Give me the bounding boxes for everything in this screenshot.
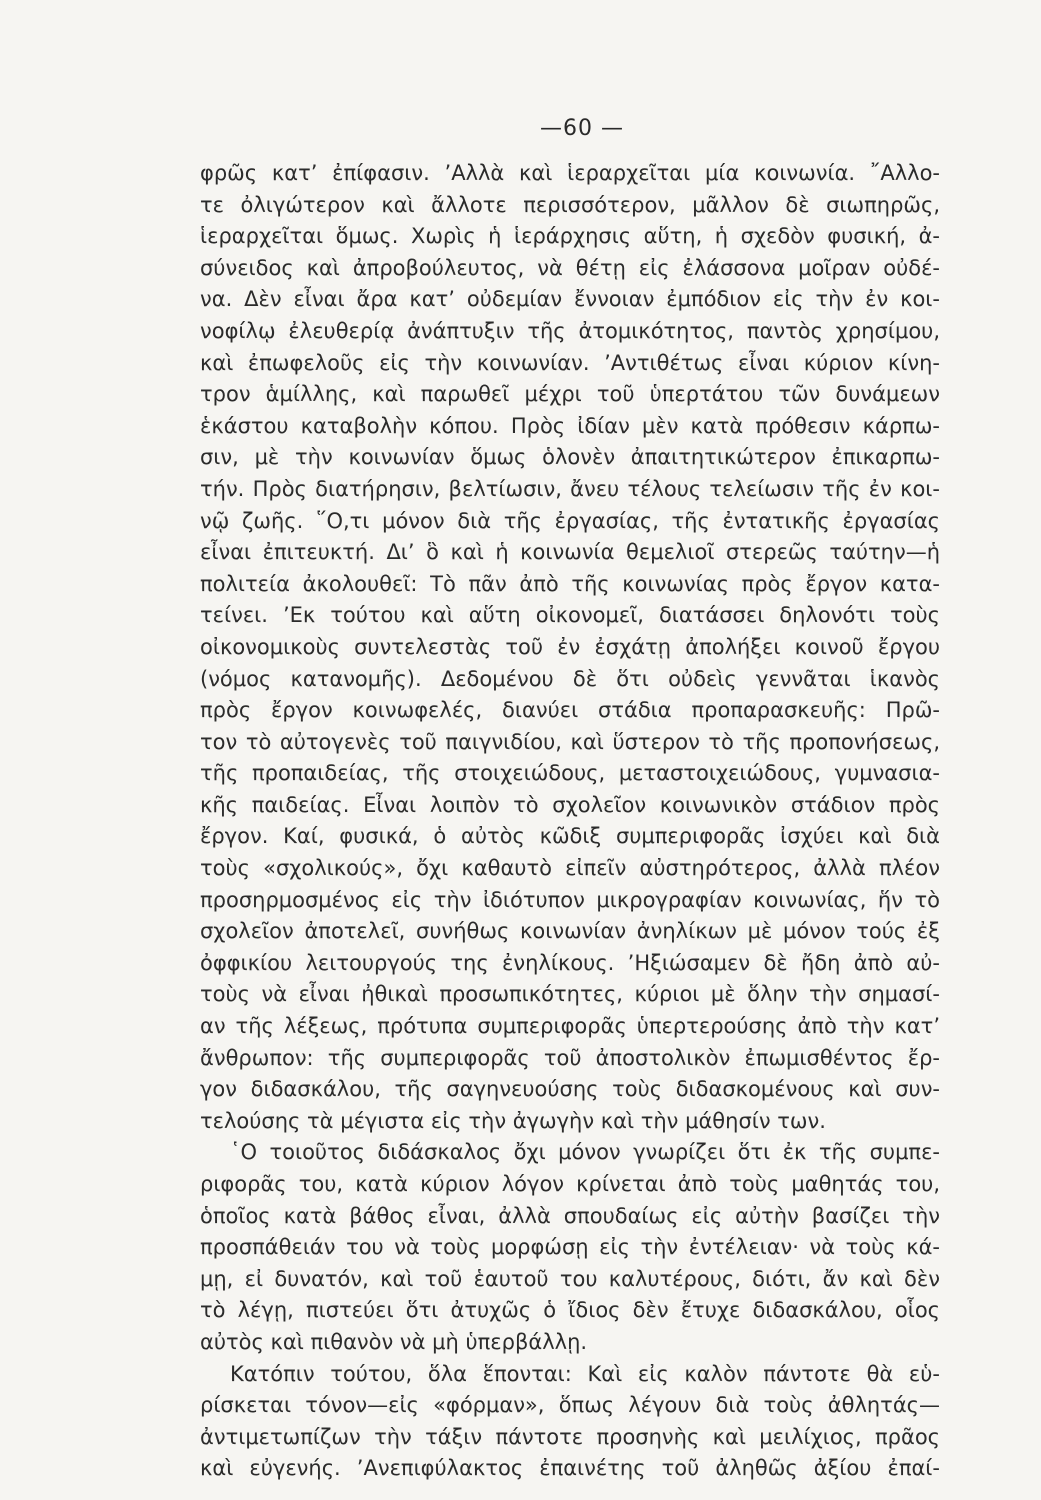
- text-line: ρίσκεται τόνον—εἰς «φόρμαν», ὅπως λέγουν διὰ τοὺς ἀθλητάς—: [200, 1393, 940, 1418]
- text-line: σιν, μὲ τὴν κοινωνίαν ὅμως ὁλονὲν ἀπαιτητικώτερον ἐπικαρπω-: [200, 445, 940, 470]
- text-line: κῆς παιδείας. Εἶναι λοιπὸν τὸ σχολεῖον κοινωνικὸν στάδιον πρὸς: [200, 792, 940, 817]
- text-line: ὁποῖος κατὰ βάθος εἶναι, ἀλλὰ σπουδαίως εἰς αὐτὴν βασίζει τὴν: [200, 1203, 940, 1228]
- text-line: ἑκάστου καταβολὴν κόπου. Πρὸς ἰδίαν μὲν κατὰ πρόθεσιν κάρπω-: [200, 413, 940, 438]
- text-line: πρὸς ἔργον κοινωφελές, διανύει στάδια προπαρασκευῆς: Πρῶ-: [200, 698, 940, 723]
- text-line: νῷ ζωῆς. ῞Ο,τι μόνον διὰ τῆς ἐργασίας, τῆς ἐντατικῆς ἐργασίας: [200, 508, 940, 533]
- text-line: ἀντιμετωπίζων τὴν τάξιν πάντοτε προσηνὴς καὶ μειλίχιος, πρᾶος: [200, 1424, 940, 1449]
- text-line: φρῶς κατ’ ἐπίφασιν. ’Αλλὰ καὶ ἱεραρχεῖται μία κοινωνία. ῎Αλλο-: [200, 161, 940, 185]
- text-line: ἱεραρχεῖται ὅμως. Χωρὶς ἡ ἱεράρχησις αὕτη, ἡ σχεδὸν φυσική, ἀ-: [200, 224, 940, 249]
- text-line: πολιτεία ἀκολουθεῖ: Τὸ πᾶν ἀπὸ τῆς κοινωνίας πρὸς ἔργον κατα-: [200, 571, 940, 596]
- text-line: τοὺς «σχολικούς», ὄχι καθαυτὸ εἰπεῖν αὐστηρότερος, ἀλλὰ πλέον: [200, 856, 940, 881]
- text-line: τήν. Πρὸς διατήρησιν, βελτίωσιν, ἄνευ τέλους τελείωσιν τῆς ἐν κοι-: [200, 476, 940, 501]
- text-line: να. Δὲν εἶναι ἄρα κατ’ οὐδεμίαν ἔννοιαν ἐμπόδιον εἰς τὴν ἐν κοι-: [200, 287, 940, 312]
- text-line: καὶ εὐγενής. ’Ανεπιφύλακτος ἐπαινέτης τοῦ ἀληθῶς ἀξίου ἐπαί-: [200, 1456, 940, 1481]
- text-line: ῾Ο τοιοῦτος διδάσκαλος ὄχι μόνον γνωρίζει ὅτι ἐκ τῆς συμπε-: [230, 1140, 940, 1165]
- text-line: καὶ ἐπωφελοῦς εἰς τὴν κοινωνίαν. ’Αντιθέτως εἶναι κύριον κίνη-: [200, 350, 940, 375]
- text-line: ριφορᾶς του, κατὰ κύριον λόγον κρίνεται ἀπὸ τοὺς μαθητάς του,: [200, 1172, 940, 1196]
- text-line: ὀφφικίου λειτουργούς της ἐνηλίκους. ’Ηξιώσαμεν δὲ ἤδη ἀπὸ αὐ-: [200, 950, 940, 975]
- text-line: τῆς προπαιδείας, τῆς στοιχειώδους, μεταστοιχειώδους, γυμνασια-: [200, 761, 940, 786]
- text-line: αν τῆς λέξεως, πρότυπα συμπεριφορᾶς ὑπερτερούσης ἀπὸ τὴν κατ’: [200, 1014, 940, 1039]
- text-line: τε ὀλιγώτερον καὶ ἄλλοτε περισσότερον, μᾶλλον δὲ σιωπηρῶς,: [200, 192, 940, 217]
- body-text: [200, 158, 940, 1485]
- text-line: (νόμος κατανομῆς). Δεδομένου δὲ ὅτι οὐδεὶς γεννᾶται ἱκανὸς: [200, 666, 940, 691]
- text-line: σχολεῖον ἀποτελεῖ, συνήθως κοινωνίαν ἀνηλίκων μὲ μόνον τούς ἐξ: [200, 919, 940, 944]
- text-line: Κατόπιν τούτου, ὅλα ἕπονται: Καὶ εἰς καλὸν πάντοτε θὰ εὑ-: [230, 1361, 940, 1386]
- text-line: τελούσης τὰ μέγιστα εἰς τὴν ἀγωγὴν καὶ τὴν μάθησίν των.: [200, 1108, 826, 1133]
- page-number: —60 —: [540, 116, 624, 141]
- text-line: μῃ, εἰ δυνατόν, καὶ τοῦ ἑαυτοῦ του καλυτέρους, διότι, ἄν καὶ δὲν: [200, 1266, 940, 1291]
- text-line: ἄνθρωπον: τῆς συμπεριφορᾶς τοῦ ἀποστολικὸν ἐπωμισθέντος ἔρ-: [200, 1045, 940, 1070]
- text-line: τείνει. ’Εκ τούτου καὶ αὕτη οἰκονομεῖ, διατάσσει δηλονότι τοὺς: [200, 603, 940, 628]
- text-line: εἶναι ἐπιτευκτή. Δι’ ὃ καὶ ἡ κοινωνία θεμελιοῖ στερεῶς ταύτην—ἡ: [200, 540, 940, 565]
- text-line: ἔργον. Καί, φυσικά, ὁ αὐτὸς κῶδιξ συμπεριφορᾶς ἰσχύει καὶ διὰ: [200, 824, 940, 849]
- text-line: σύνειδος καὶ ἀπροβούλευτος, νὰ θέτῃ εἰς ἐλάσσονα μοῖραν οὐδέ-: [200, 255, 940, 280]
- text-line: τοὺς νὰ εἶναι ἠθικαὶ προσωπικότητες, κύριοι μὲ ὅλην τὴν σημασί-: [200, 982, 940, 1007]
- text-line: προσηρμοσμένος εἰς τὴν ἰδιότυπον μικρογραφίαν κοινωνίας, ἥν τὸ: [200, 887, 940, 912]
- text-line: τὸ λέγῃ, πιστεύει ὅτι ἀτυχῶς ὁ ἴδιος δὲν ἔτυχε διδασκάλου, οἷος: [200, 1298, 940, 1323]
- text-line: νοφίλῳ ἐλευθερίᾳ ἀνάπτυξιν τῆς ἀτομικότητος, παντὸς χρησίμου,: [200, 318, 940, 343]
- text-line: οἰκονομικοὺς συντελεστὰς τοῦ ἐν ἐσχάτῃ ἀπολήξει κοινοῦ ἔργου: [200, 634, 940, 659]
- text-line: αὐτὸς καὶ πιθανὸν νὰ μὴ ὑπερβάλλῃ.: [200, 1329, 588, 1354]
- text-line: προσπάθειάν του νὰ τοὺς μορφώσῃ εἰς τὴν ἐντέλειαν· νὰ τοὺς κά-: [200, 1235, 940, 1260]
- text-line: τον τὸ αὐτογενὲς τοῦ παιγνιδίου, καὶ ὕστερον τὸ τῆς προπονήσεως,: [200, 729, 940, 754]
- text-line: γον διδασκάλου, τῆς σαγηνευούσης τοὺς διδασκομένους καὶ συν-: [200, 1077, 940, 1102]
- text-line: τρον ἁμίλλης, καὶ παρωθεῖ μέχρι τοῦ ὑπερτάτου τῶν δυνάμεων: [200, 382, 940, 407]
